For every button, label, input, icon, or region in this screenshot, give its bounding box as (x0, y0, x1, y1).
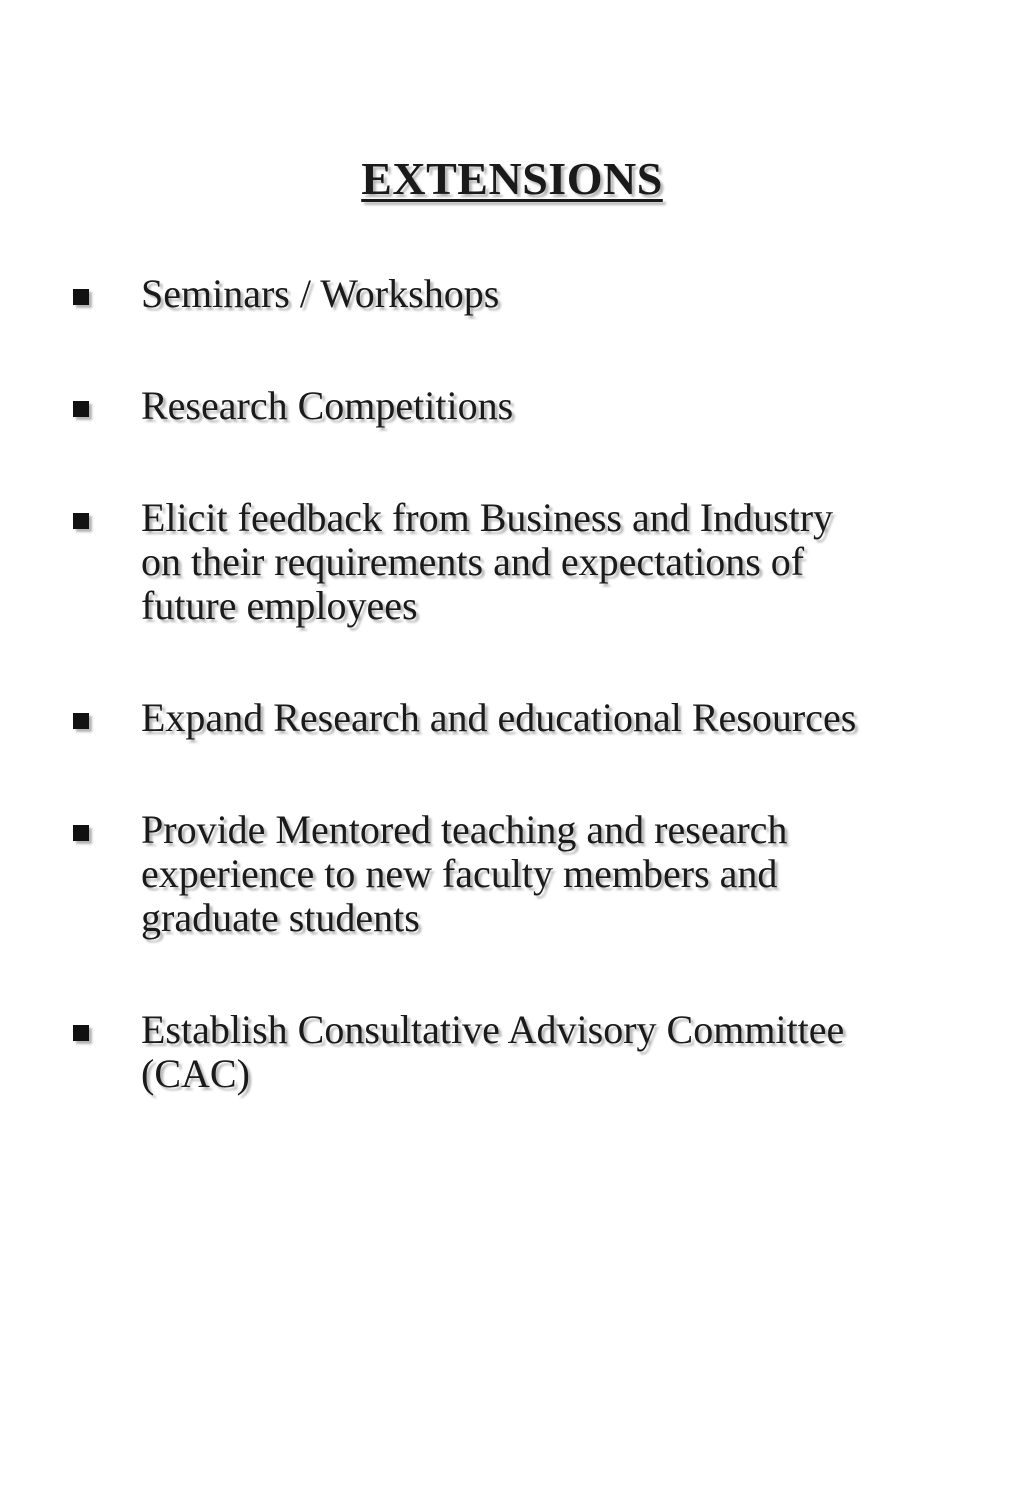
square-bullet-icon (73, 713, 89, 729)
square-bullet-icon (73, 1025, 89, 1041)
bullet-line: Establish Consultative Advisory Committee (141, 1007, 845, 1052)
bullet-text (141, 496, 961, 628)
bullet-line: Expand Research and educational Resources (141, 695, 857, 740)
bullet-line: Research Competitions (141, 383, 514, 428)
square-bullet-icon (73, 513, 89, 529)
slide-title: EXTENSIONS (361, 153, 663, 204)
square-bullet-icon (73, 289, 89, 305)
bullet-text (141, 808, 961, 940)
bullet-line: (CAC) (141, 1051, 250, 1096)
bullet-line: experience to new faculty members and (141, 851, 778, 896)
bullet-line: Provide Mentored teaching and research (141, 807, 788, 852)
square-bullet-icon (73, 825, 89, 841)
bullet-text (141, 1008, 961, 1096)
bullet-text (141, 384, 961, 428)
bullet-line: Elicit feedback from Business and Industry (141, 495, 834, 540)
bullet-text (141, 272, 961, 316)
square-bullet-icon (73, 401, 89, 417)
bullet-line: future employees (141, 583, 418, 628)
bullet-line: Seminars / Workshops (141, 271, 500, 316)
bullet-line: on their requirements and expectations of (141, 539, 805, 584)
bullet-line: graduate students (141, 895, 420, 940)
bullet-text (141, 696, 961, 740)
